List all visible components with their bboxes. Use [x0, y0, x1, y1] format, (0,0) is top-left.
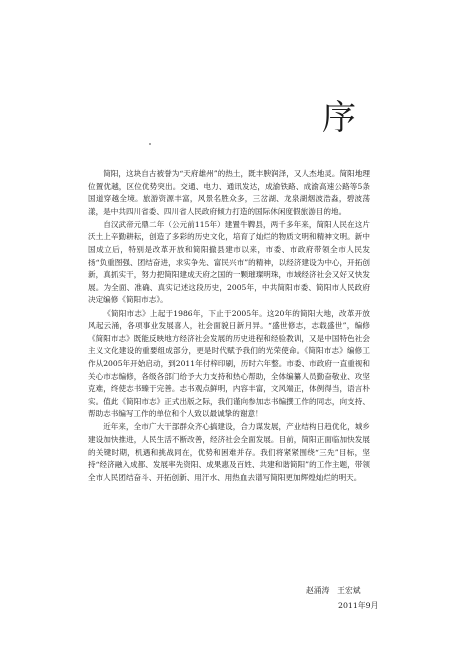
preface-body — [88, 168, 370, 485]
page-title: 序 — [322, 98, 356, 138]
paragraph: 近年来，全市广大干部群众齐心搞建设，合力谋发展，产业结构日趋优化，城乡建设加快推进，人民生活不断改善，经济社会全面发展。目前，简阳正面临加快发展的关键时期，机遇和挑战同在，优势和困难并存。我们将紧紧围绕“三先”目标，坚持“经济融入成都、发展率先资阳、成果惠及百姓、共建和谐简阳”的工作主题，带领全市人民团结奋斗、开拓创新、用汗水、用热血去谱写简阳更加辉煌灿烂的明天。 — [88, 422, 370, 482]
paragraph: 《简阳市志》上起于1986年，下止于2005年。这20年的简阳大地，改革开放风起云涌，各项事业发展喜人，社会面貌日新月异。“盛世修志，志载盛世”，编修《简阳市志》既能反映地方经济社会发展的历史进程和经验教训，又是中国特色社会主义文化建设的重要组成部分，更是时代赋予我们的光荣使命。《简阳市志》编修工作从2005年开始启动，到2011年付梓印刷，历时六年整。市委、市政府一直重视和关心市志编修，各级各部门给予大力支持和热心帮助，全体编纂人员勤奋敬业、攻坚克难，终使志书臻于完善。志书观点鲜明，内容丰富，文风端正，体例得当，语言朴实。值此《简阳市志》正式出版之际，我们谨向参加志书编撰工作的同志，向支持、帮助志书编写工作的单位和个人致以最诚挚的谢意！ — [88, 308, 370, 419]
paragraph: 自汉武帝元鼎二年（公元前115年）建置牛鞞县，两千多年来，简阳人民在这片沃土上辛勤耕耘，创造了多彩的历史文化，培育了灿烂的物质文明和精神文明。新中国成立后，特别是改革开放和简阳撤县建市以来，市委、市政府带领全市人民发扬“负重图强、团结奋进，求实争先、富民兴市”的精神，以经济建设为中心，开拓创新，真抓实干，努力把简阳建成天府之国的一颗璀璨明珠，市域经济社会又好又快发展。为全面、准确、真实记述这段历史，2005年，中共简阳市委、简阳市人民政府决定编修《简阳市志》。 — [88, 219, 370, 305]
signature-date: 2011年9月 — [338, 601, 379, 610]
paragraph: 简阳，这块自古被誉为“天府雄州”的热土，既丰腴润泽，又人杰地灵。简阳地理位置优越，区位优势突出。交通、电力、通讯发达，成渝铁路、成渝高速公路等5条国道穿越全境。旅游资源丰富，风景名胜众多，三岔湖、龙泉湖烟波浩淼，碧波荡漾，是中共四川省委、四川省人民政府倾力打造的国际休闲度假旅游目的地。 — [88, 169, 370, 216]
signature-block — [306, 583, 396, 613]
signature-names: 赵涌涛 王宏斌 — [306, 586, 361, 595]
print-speck — [149, 143, 151, 145]
